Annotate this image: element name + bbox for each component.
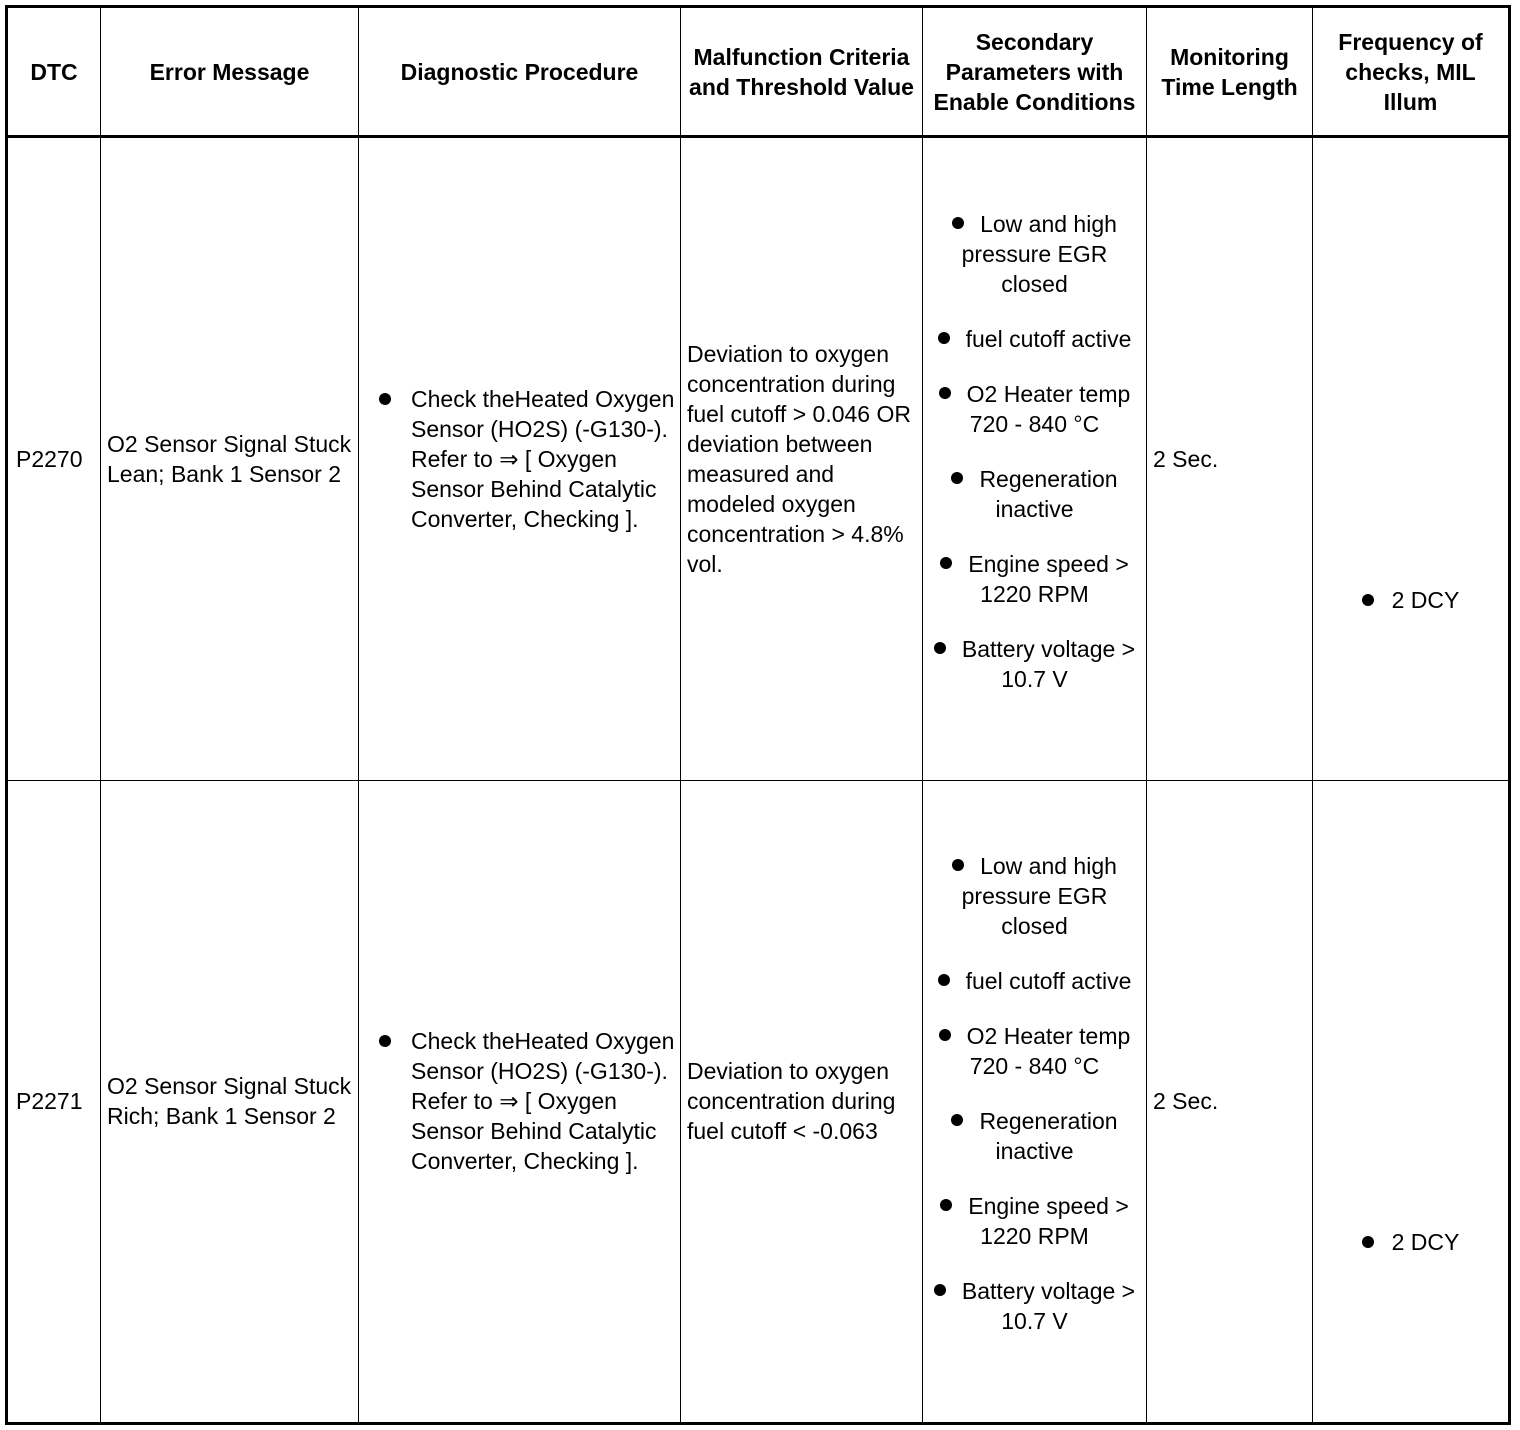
frequency-cell (1313, 780, 1510, 1424)
secondary-parameter-text: Engine speed > 1220 RPM (968, 1193, 1129, 1250)
error-message-cell: O2 Sensor Signal Stuck Rich; Bank 1 Sensor 2 (101, 780, 359, 1424)
bullet-icon (939, 387, 951, 399)
bullet-icon (379, 1035, 391, 1047)
bullet-icon (379, 393, 391, 405)
header-diagnostic-procedure: Diagnostic Procedure (359, 7, 681, 137)
frequency-cell (1313, 137, 1510, 781)
header-secondary-parameters: Secondary Parameters with Enable Conditions (923, 7, 1147, 137)
secondary-parameter-text: Engine speed > 1220 RPM (968, 550, 1129, 607)
dtc-table (5, 5, 1511, 1425)
header-dtc: DTC (7, 7, 101, 137)
list-item (929, 464, 1140, 524)
diagnostic-procedure-cell (359, 137, 681, 781)
bullet-icon (939, 1029, 951, 1041)
header-row (7, 7, 1510, 137)
monitoring-time-cell: 2 Sec. (1147, 137, 1313, 781)
dtc-code-cell: P2270 (7, 137, 101, 781)
procedure-text: Check theHeated Oxygen Sensor (HO2S) (-G130-). Refer to ⇒ [ Oxygen Sensor Behind Catalytic Converter, Checking ]. (411, 385, 675, 532)
list-item (929, 1276, 1140, 1336)
bullet-icon (952, 859, 964, 871)
header-error-message: Error Message (101, 7, 359, 137)
list-item (929, 966, 1140, 996)
list-item (929, 1021, 1140, 1081)
monitoring-time-cell: 2 Sec. (1147, 780, 1313, 1424)
frequency-item (1362, 585, 1460, 615)
procedure-bullet-item (379, 1026, 676, 1176)
bullet-icon (938, 974, 950, 986)
list-item (929, 209, 1140, 299)
header-monitoring-time: Monitoring Time Length (1147, 7, 1313, 137)
secondary-parameter-text: fuel cutoff active (965, 968, 1132, 995)
bullet-icon (940, 1199, 952, 1211)
error-message-cell: O2 Sensor Signal Stuck Lean; Bank 1 Sensor 2 (101, 137, 359, 781)
secondary-parameter-text: fuel cutoff active (965, 325, 1132, 352)
list-item (929, 549, 1140, 609)
secondary-parameter-text: O2 Heater temp 720 - 840 °C (966, 380, 1131, 437)
secondary-parameter-text: Low and high pressure EGR closed (961, 210, 1117, 297)
bullet-icon (934, 642, 946, 654)
bullet-icon (1362, 1236, 1374, 1248)
frequency-text: 2 DCY (1391, 586, 1460, 613)
list-item (929, 379, 1140, 439)
secondary-parameter-text: Battery voltage > 10.7 V (961, 635, 1136, 692)
frequency-text: 2 DCY (1391, 1229, 1460, 1256)
table-row (7, 780, 1510, 1424)
header-malfunction-criteria: Malfunction Criteria and Threshold Value (681, 7, 923, 137)
secondary-parameters-list (929, 209, 1140, 694)
secondary-parameter-text: Regeneration inactive (979, 1108, 1118, 1165)
secondary-parameters-list (929, 851, 1140, 1336)
bullet-icon (940, 557, 952, 569)
header-frequency: Frequency of checks, MIL Illum (1313, 7, 1510, 137)
table-row (7, 137, 1510, 781)
secondary-parameter-text: Low and high pressure EGR closed (961, 853, 1117, 940)
bullet-icon (938, 332, 950, 344)
secondary-parameters-cell (923, 780, 1147, 1424)
malfunction-criteria-cell: Deviation to oxygen concentration during fuel cutoff > 0.046 OR deviation between measured and modeled oxygen concentration > 4.8% vol. (681, 137, 923, 781)
list-item (929, 324, 1140, 354)
malfunction-criteria-cell: Deviation to oxygen concentration during fuel cutoff < -0.063 (681, 780, 923, 1424)
table-body (7, 137, 1510, 1424)
list-item (929, 1191, 1140, 1251)
secondary-parameter-text: O2 Heater temp 720 - 840 °C (966, 1023, 1131, 1080)
bullet-icon (952, 217, 964, 229)
bullet-icon (951, 1114, 963, 1126)
secondary-parameter-text: Regeneration inactive (979, 465, 1118, 522)
table-header (7, 7, 1510, 137)
list-item (929, 634, 1140, 694)
diagnostic-procedure-cell (359, 780, 681, 1424)
list-item (929, 851, 1140, 941)
dtc-code-cell: P2271 (7, 780, 101, 1424)
procedure-text: Check theHeated Oxygen Sensor (HO2S) (-G130-). Refer to ⇒ [ Oxygen Sensor Behind Catalytic Converter, Checking ]. (411, 1028, 675, 1175)
bullet-icon (934, 1284, 946, 1296)
bullet-icon (1362, 594, 1374, 606)
list-item (929, 1106, 1140, 1166)
procedure-bullet-item (379, 384, 676, 534)
frequency-item (1362, 1227, 1460, 1257)
secondary-parameters-cell (923, 137, 1147, 781)
bullet-icon (951, 472, 963, 484)
secondary-parameter-text: Battery voltage > 10.7 V (961, 1278, 1136, 1335)
